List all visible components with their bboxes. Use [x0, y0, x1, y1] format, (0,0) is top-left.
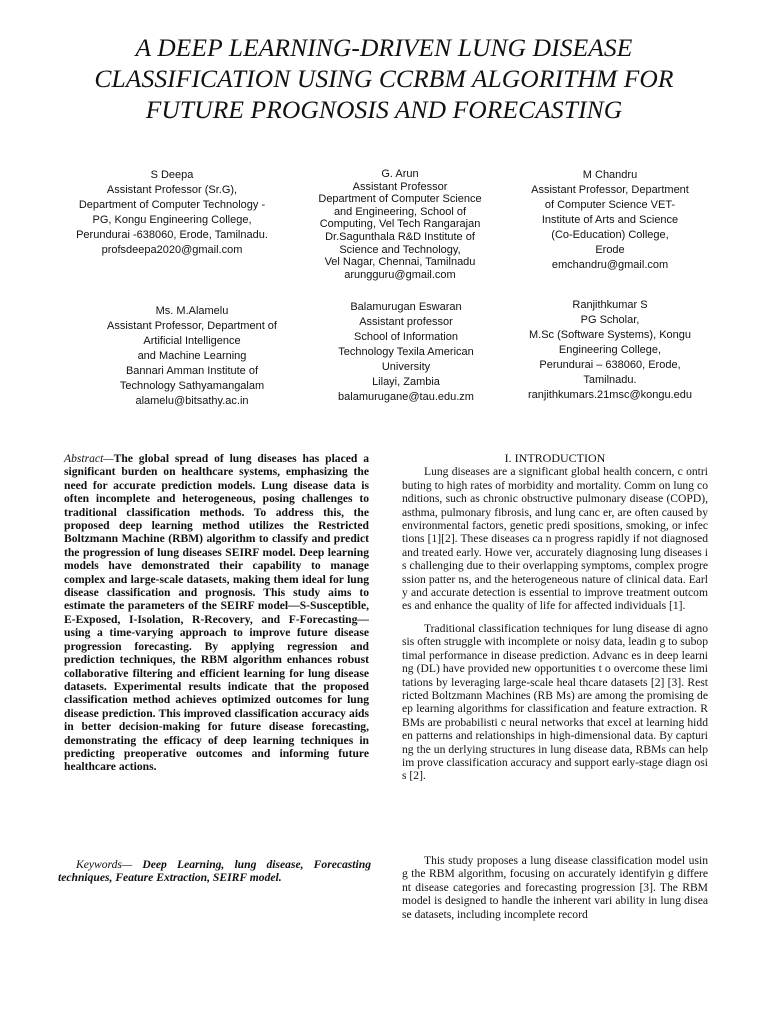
author-affiliation: Engineering College,: [558, 344, 662, 356]
author-affiliation: Vel Nagar, Chennai, Tamilnadu: [324, 256, 476, 269]
abstract-body: The global spread of lung diseases has placed a significant burden on healthcare systems, emphasizing the need for accurate prediction models. Lung disease data is often incomplete and heterogeneous, posing challenges to traditional classification methods. To address this, the proposed deep learning method utilizes the Restricted Boltzmann Machine (RBM) algorithm to classify and predict the progression of lung diseases SEIRF model. Deep learning models have demonstrated their capability to manage complex and large-scale datasets, making them ideal for lung disease classification and prognosis. This study aims to estimate the parameters of the SEIRF model—S-Susceptible, E-Exposed, I-Isolation, R-Recovery, and F-Forecasting—using a time-varying approach to improve future disease progression forecasting. By applying regression and prediction techniques, the RBM algorithm enhances robust collaborative filtering and efficient learning for lung disease datasets. Experimental results indicate that the proposed classification method achieves optimized outcomes for lung disease prediction. This improved classification accuracy aids in better decision-making for future disease forecasting, demonstrating the efficacy of deep learning techniques in predicting preoperative outcomes and informing future healthcare actions.: [64, 452, 369, 774]
author-affiliation: Tamilnadu.: [583, 374, 637, 386]
author-email: ranjithkumars.21msc@kongu.edu: [527, 389, 693, 401]
author-block-6: [508, 298, 712, 403]
abstract-column: [64, 452, 369, 774]
abstract: [64, 452, 369, 774]
author-affiliation: Institute of Arts and Science: [541, 214, 679, 226]
author-affiliation: University: [381, 361, 431, 373]
author-affiliation: and Machine Learning: [137, 350, 247, 362]
title-line: CLASSIFICATION USING CCRBM ALGORITHM FOR: [94, 64, 674, 93]
paper-title: [40, 32, 728, 125]
author-affiliation: Dr.Sagunthala R&D Institute of: [325, 230, 475, 243]
author-affiliation: PG Scholar,: [580, 314, 640, 326]
author-affiliation: Technology Sathyamangalam: [119, 380, 265, 392]
author-affiliation: Assistant Professor (Sr.G),: [106, 184, 238, 196]
author-affiliation: M.Sc (Software Systems), Kongu: [529, 329, 691, 341]
author-affiliation: Assistant Professor, Department of: [107, 320, 277, 332]
author-block-5: [308, 300, 504, 405]
title-line: A DEEP LEARNING-DRIVEN LUNG DISEASE: [135, 33, 633, 62]
author-affiliation: of Computer Science VET-: [544, 199, 676, 211]
keywords: [58, 858, 371, 885]
keywords-body: Deep Learning, lung disease, Forecasting techniques, Feature Extraction, SEIRF model.: [58, 858, 371, 885]
author-affiliation: Erode: [595, 244, 625, 256]
author-email: alamelu@bitsathy.ac.in: [135, 395, 249, 407]
title-line: FUTURE PROGNOSIS AND FORECASTING: [145, 95, 623, 124]
author-email: emchandru@gmail.com: [551, 259, 669, 271]
author-email: balamurugane@tau.edu.zm: [338, 391, 474, 403]
keywords-column: [58, 858, 371, 885]
author-affiliation: Science and Technology,: [339, 243, 461, 256]
author-name: S Deepa: [150, 169, 194, 181]
author-block-2: [294, 168, 506, 281]
introduction-column-continued: [402, 854, 708, 930]
author-affiliation: School of Information: [354, 331, 458, 343]
author-affiliation: Department of Computer Technology -: [78, 199, 266, 211]
author-affiliation: Technology Texila American: [338, 346, 474, 358]
author-name: M Chandru: [582, 169, 638, 181]
author-email: profsdeepa2020@gmail.com: [101, 244, 243, 256]
introduction-column: [402, 452, 708, 792]
author-name: Balamurugan Eswaran: [350, 301, 462, 313]
author-block-4: [82, 304, 302, 409]
author-affiliation: Perundurai – 638060, Erode,: [539, 359, 681, 371]
author-email: arungguru@gmail.com: [344, 268, 456, 281]
author-name: Ranjithkumar S: [572, 299, 648, 311]
author-affiliation: Assistant professor: [359, 316, 453, 328]
author-block-1: [62, 168, 282, 258]
section-heading: I. INTRODUCTION: [504, 451, 606, 465]
abstract-dash: —: [103, 452, 114, 465]
author-name: G. Arun: [381, 168, 419, 180]
author-affiliation: Assistant Professor, Department: [531, 184, 689, 196]
author-affiliation: Perundurai -638060, Erode, Tamilnadu.: [76, 229, 268, 241]
intro-paragraph-2: Traditional classification techniques for lung disease di agnosis often struggle with incomplete or noisy data, leadin g to suboptimal performance in disease prediction. Advanc es in deep learning (DL) have provided new opportunities t o overcome these limitations by leveraging large-scale heal thcare datasets [2] [3]. Restricted Boltzmann Machines (RB Ms) are among the promising deep learning algorithms for classification and feature extraction. RBMs are probabilisti c neural networks that excel at learning hidden patterns and relationships in high-dimensional data. By capturing the un derlying structures in lung disease data, RBMs can help im prove classification accuracy and support early-stage diagn osis [2].: [402, 621, 708, 783]
intro-paragraph-3: This study proposes a lung disease classification model using the RBM algorithm, focusing on accurately identifyin g different disease categories and forecasting progression [3]. The RBM model is designed to handle the inherent vari ability in lung disease datasets, including incomplete record: [402, 854, 708, 921]
author-affiliation: Computing, Vel Tech Rangarajan: [319, 218, 481, 231]
author-affiliation: Department of Computer Science: [318, 193, 482, 206]
intro-paragraph-1: Lung diseases are a significant global health concern, c ontributing to high rates of morbidity and mortality. Comm on lung conditions, such as chronic obstructive pulmonary disease (COPD), asthma, pulmonary fibrosis, and lung canc er, are often caused by environmental factors, genetic predi spositions, smoking, or infections [1][2]. These diseases ca n progress rapidly if not diagnosed and treated early. Howe ver, accurately diagnosing lung diseases is challenging due to their overlapping symptoms, complex progression patter ns, and the heterogeneous nature of clinical data. Early and accurate detection is essential to improve treatment outcom es and enhance the quality of life for affected individuals [1].: [402, 465, 708, 613]
author-affiliation: Bannari Amman Institute of: [125, 365, 259, 377]
author-affiliation: Lilayi, Zambia: [372, 376, 440, 388]
abstract-label: Abstract: [64, 452, 104, 465]
author-affiliation: Artificial Intelligence: [143, 335, 241, 347]
author-affiliation: (Co-Education) College,: [551, 229, 669, 241]
author-block-3: [510, 168, 710, 273]
keywords-label: Keywords—: [76, 858, 133, 871]
author-name: Ms. M.Alamelu: [155, 305, 229, 317]
author-affiliation: PG, Kongu Engineering College,: [92, 214, 252, 226]
author-affiliation: and Engineering, School of: [333, 205, 467, 218]
author-affiliation: Assistant Professor: [352, 180, 448, 193]
